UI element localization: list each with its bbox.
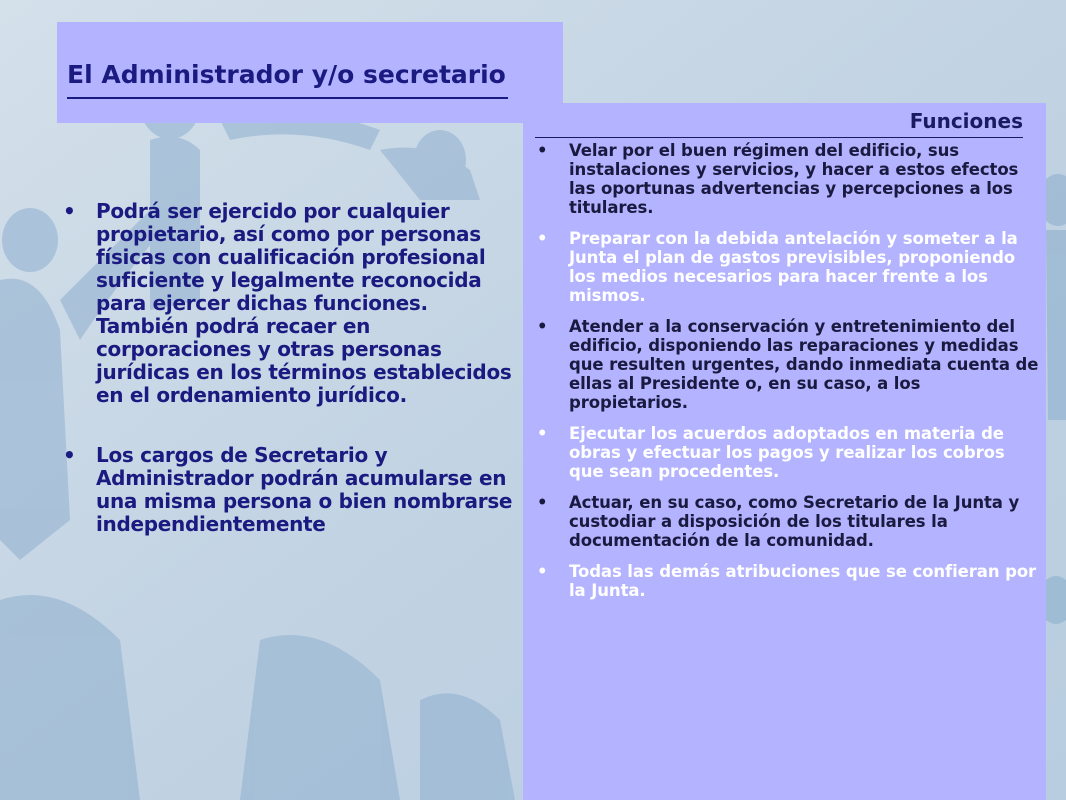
funciones-heading: Funciones — [535, 109, 1023, 138]
funciones-list — [535, 141, 1040, 612]
left-bullet-text: Los cargos de Secretario y Administrador podrán acumularse en una misma persona o bien nombrarse independientemente — [96, 443, 513, 536]
funcion-text: Actuar, en su caso, como Secretario de la Junta y custodiar a disposición de los titulares la documentación de la comunidad. — [569, 493, 1020, 550]
bullet-icon: • — [63, 443, 76, 467]
bullet-icon: • — [537, 317, 548, 336]
funcion-item — [535, 317, 1040, 412]
funcion-text: Velar por el buen régimen del edificio, sus instalaciones y servicios, y hacer a estos efectos las oportunas advertencias y percepciones a los titulares. — [569, 141, 1019, 217]
bullet-icon: • — [537, 141, 548, 160]
left-bullet-item — [60, 444, 515, 536]
bullet-icon: • — [537, 229, 548, 248]
bullet-icon: • — [537, 562, 548, 581]
funcion-item — [535, 424, 1040, 481]
funcion-text: Preparar con la debida antelación y someter a la Junta el plan de gastos previsibles, proponiendo los medios necesarios para hacer frente a los mismos. — [569, 229, 1018, 305]
left-bullet-text: Podrá ser ejercido por cualquier propietario, así como por personas físicas con cualificación profesional suficiente y legalmente reconocida para ejercer dichas funciones. También podrá recaer en corporaciones y otras personas jurídicas en los términos establecidos en el ordenamiento jurídico. — [96, 199, 512, 407]
bullet-icon: • — [537, 424, 548, 443]
funcion-text: Ejecutar los acuerdos adoptados en materia de obras y efectuar los pagos y realizar los cobros que sean procedentes. — [569, 424, 1005, 481]
bullet-icon: • — [63, 199, 76, 223]
funciones-panel — [523, 103, 1046, 800]
funcion-item — [535, 562, 1040, 600]
funcion-item — [535, 141, 1040, 217]
left-bullet-list — [60, 200, 515, 573]
slide-title: El Administrador y/o secretario — [67, 60, 508, 99]
funcion-item — [535, 229, 1040, 305]
funcion-text: Atender a la conservación y entretenimiento del edificio, disponiendo las reparaciones y medidas que resulten urgentes, dando inmediata cuenta de ellas al Presidente o, en su caso, a los propietarios. — [569, 317, 1039, 412]
bullet-icon: • — [537, 493, 548, 512]
funcion-text: Todas las demás atribuciones que se confieran por la Junta. — [569, 562, 1037, 600]
funcion-item — [535, 493, 1040, 550]
title-box — [57, 22, 563, 123]
left-bullet-item — [60, 200, 515, 407]
